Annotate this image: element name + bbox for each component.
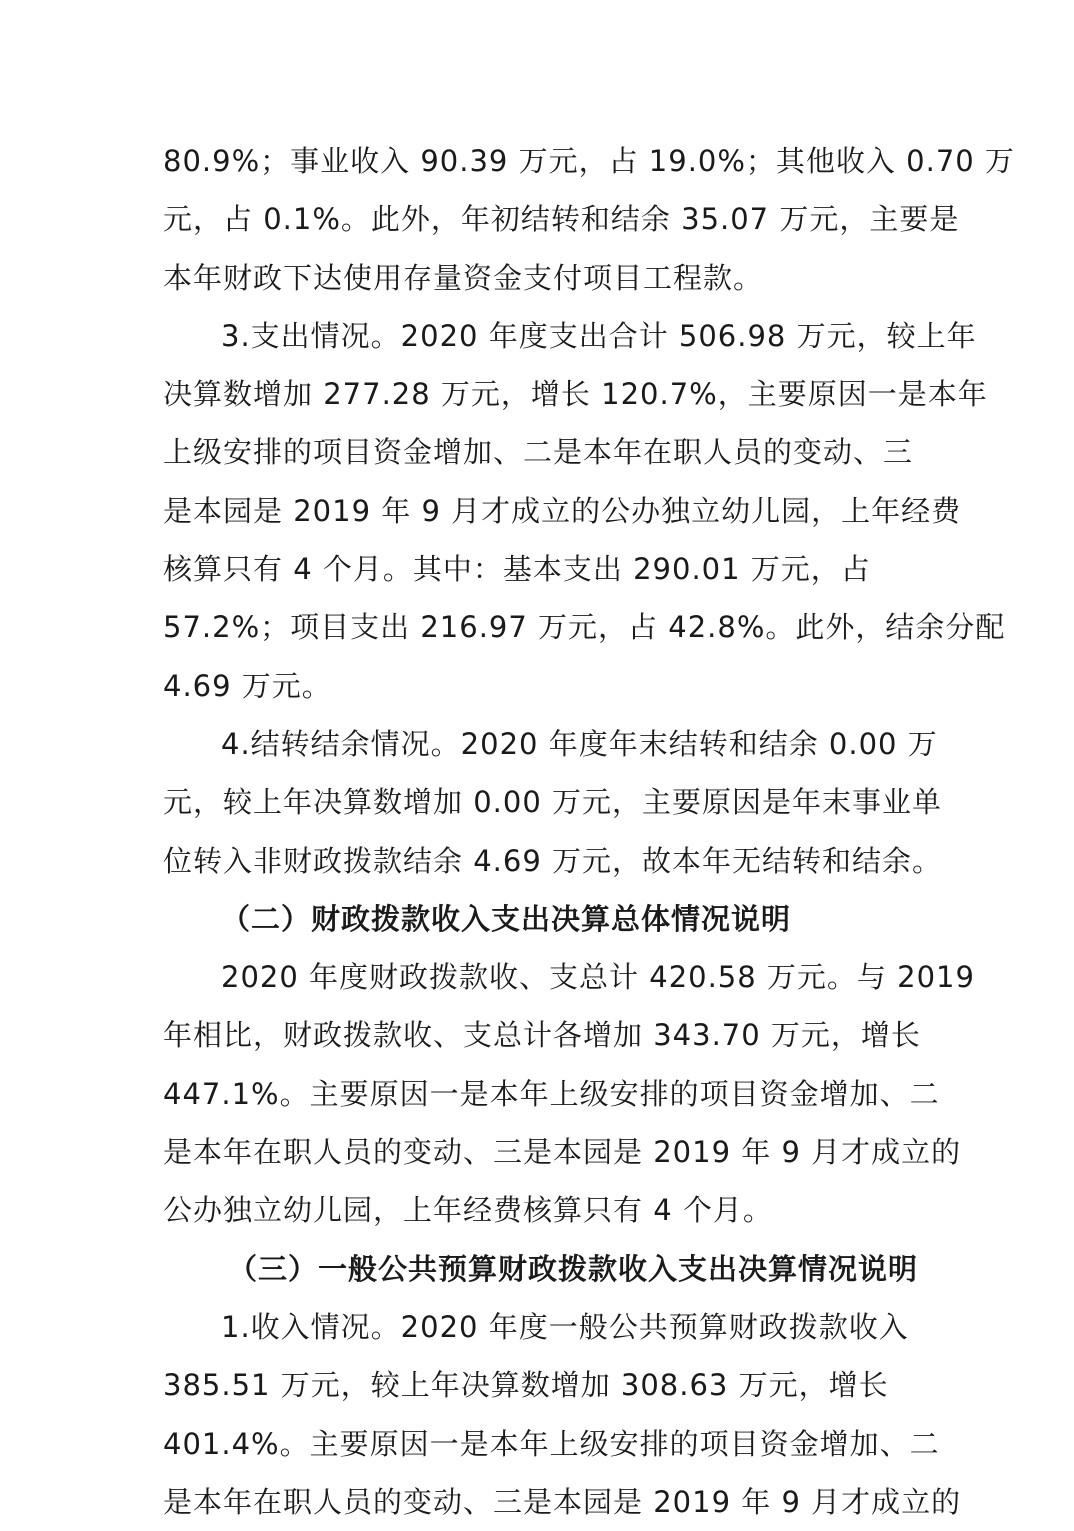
text-line: 385.51 万元，较上年决算数增加 308.63 万元，增长 xyxy=(163,1368,889,1403)
text-line: 本年财政下达使用存量资金支付项目工程款。 xyxy=(163,260,764,295)
paragraph-income-start: 1.收入情况。2020 年度一般公共预算财政拨款收入 xyxy=(221,1309,909,1344)
text-line: 位转入非财政拨款结余 4.69 万元，故本年无结转和结余。 xyxy=(163,843,943,878)
text-line: 决算数增加 277.28 万元，增长 120.7%，主要原因一是本年 xyxy=(163,377,988,412)
text-line: 上级安排的项目资金增加、二是本年在职人员的变动、三 xyxy=(163,435,914,470)
text-line: 57.2%；项目支出 216.97 万元，占 42.8%。此外，结余分配 xyxy=(163,610,1006,645)
text-line: 80.9%；事业收入 90.39 万元，占 19.0%；其他收入 0.70 万 xyxy=(163,144,1015,178)
document-body xyxy=(163,132,1015,1531)
text-line: 元，较上年决算数增加 0.00 万元，主要原因是年末事业单 xyxy=(163,785,943,820)
text-line: 核算只有 4 个月。其中：基本支出 290.01 万元，占 xyxy=(163,552,871,587)
text-line: 是本年在职人员的变动、三是本园是 2019 年 9 月才成立的 xyxy=(163,1135,962,1170)
paragraph-expenditure-start: 3.支出情况。2020 年度支出合计 506.98 万元，较上年 xyxy=(221,318,977,353)
section-heading-3: （三）一般公共预算财政拨款收入支出决算情况说明 xyxy=(228,1251,919,1286)
section-heading-2: （二）财政拨款收入支出决算总体情况说明 xyxy=(221,901,792,936)
text-line: 4.69 万元。 xyxy=(163,668,332,703)
paragraph-balance-start: 4.结转结余情况。2020 年度年末结转和结余 0.00 万 xyxy=(221,726,938,761)
text-line: 401.4%。主要原因一是本年上级安排的项目资金增加、二 xyxy=(163,1426,940,1461)
text-line: 年相比，财政拨款收、支总计各增加 343.70 万元，增长 xyxy=(163,1018,921,1053)
text-line: 是本年在职人员的变动、三是本园是 2019 年 9 月才成立的 xyxy=(163,1484,962,1519)
paragraph-fiscal-total-start: 2020 年度财政拨款收、支总计 420.58 万元。与 2019 xyxy=(221,960,975,995)
text-line: 是本园是 2019 年 9 月才成立的公办独立幼儿园，上年经费 xyxy=(163,493,962,528)
text-line: 元，占 0.1%。此外，年初结转和结余 35.07 万元，主要是 xyxy=(163,202,960,237)
text-line: 447.1%。主要原因一是本年上级安排的项目资金增加、二 xyxy=(163,1076,940,1111)
text-line: 公办独立幼儿园，上年经费核算只有 4 个月。 xyxy=(163,1193,773,1228)
